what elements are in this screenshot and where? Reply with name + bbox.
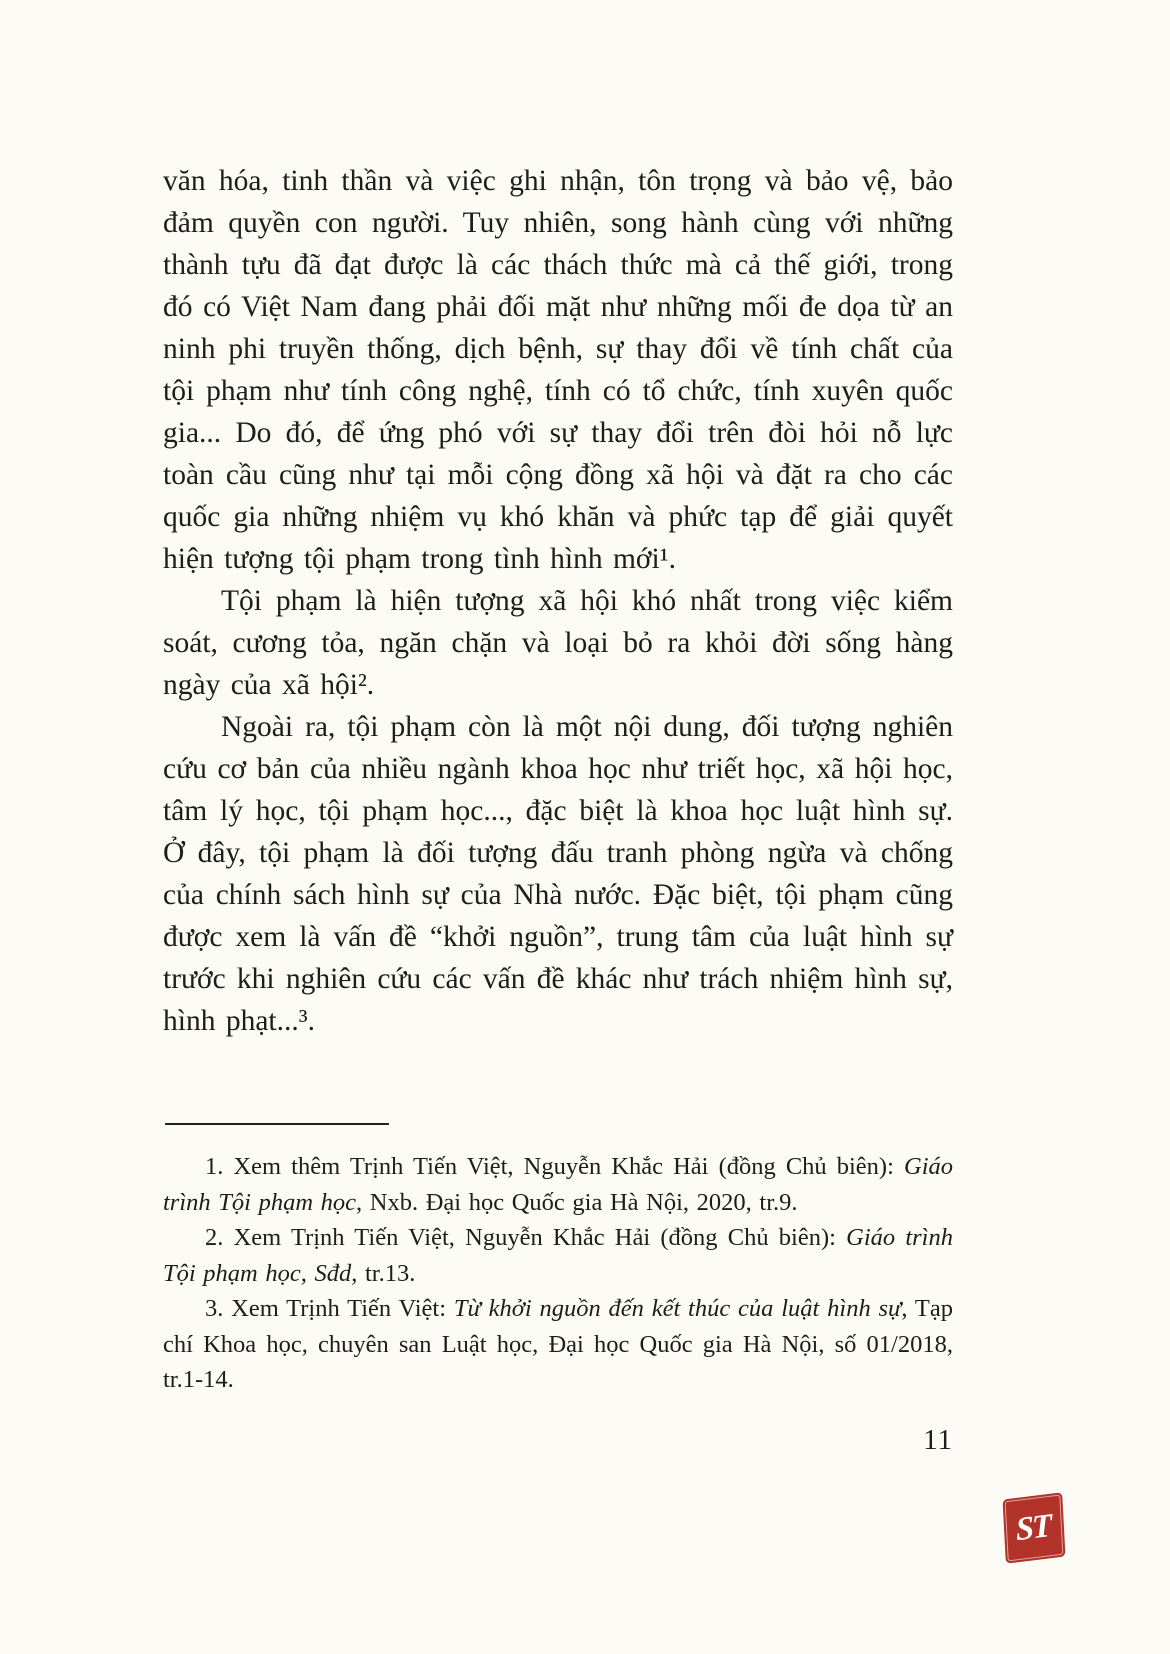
footnote-italic-text: Giáo trình Tội phạm học (163, 1153, 953, 1216)
footnotes-section (163, 1149, 953, 1398)
footnote-text: , Nxb. Đại học Quốc gia Hà Nội, 2020, tr.9. (356, 1188, 798, 1216)
body-paragraph: Ngoài ra, tội phạm còn là một nội dung, đối tượng nghiên cứu cơ bản của nhiều ngành khoa học như triết học, xã hội học, tâm lý học, tội phạm học..., đặc biệt là khoa học luật hình sự. Ở đây, tội phạm là đối tượng đấu tranh phòng ngừa và chống của chính sách hình sự của Nhà nước. Đặc biệt, tội phạm cũng được xem là vấn đề “khởi nguồn”, trung tâm của luật hình sự trước khi nghiên cứu các vấn đề khác như trách nhiệm hình sự, hình phạt...³. (163, 711, 953, 1037)
footnote-text: , Tạp chí Khoa học, chuyên san Luật học, Đại học Quốc gia Hà Nội, số 01/2018, tr.1-14. (163, 1295, 954, 1393)
footnote (163, 1220, 953, 1291)
footnote-text: 2. Xem Trịnh Tiến Việt, Nguyễn Khắc Hải (đồng Chủ biên): (205, 1224, 847, 1251)
footnote-separator (165, 1123, 389, 1125)
page-number: 11 (923, 1424, 953, 1456)
publisher-logo (1003, 1492, 1066, 1563)
body-paragraph: văn hóa, tinh thần và việc ghi nhận, tôn trọng và bảo vệ, bảo đảm quyền con người. Tuy nhiên, song hành cùng với những thành tựu đã đạt được là các thách thức mà cả thế giới, trong đó có Việt Nam đang phải đối mặt như những mối đe dọa từ an ninh phi truyền thống, dịch bệnh, sự thay đổi về tính chất của tội phạm như tính công nghệ, tính có tổ chức, tính xuyên quốc gia... Do đó, để ứng phó với sự thay đổi trên đòi hỏi nỗ lực toàn cầu cũng như tại mỗi cộng đồng xã hội và đặt ra cho các quốc gia những nhiệm vụ khó khăn và phức tạp để giải quyết hiện tượng tội phạm trong tình hình mới¹. (163, 165, 953, 575)
footnote-text: 3. Xem Trịnh Tiến Việt: (205, 1295, 454, 1322)
footnote (163, 1149, 953, 1220)
body-text (163, 160, 953, 1042)
footnote-italic-text: Từ khởi nguồn đến kết thúc của luật hình sự (453, 1295, 902, 1322)
body-paragraph: Tội phạm là hiện tượng xã hội khó nhất trong việc kiểm soát, cương tỏa, ngăn chặn và loại bỏ ra khỏi đời sống hàng ngày của xã hội². (163, 585, 953, 701)
footnote-text: 1. Xem thêm Trịnh Tiến Việt, Nguyễn Khắc Hải (đồng Chủ biên): (205, 1153, 904, 1180)
footnote-text: , tr.13. (351, 1259, 416, 1287)
footnote (163, 1291, 953, 1398)
publisher-logo-text: ST (1014, 1507, 1052, 1548)
footnote-italic-text: Giáo trình Tội phạm học, Sđd (163, 1224, 953, 1287)
